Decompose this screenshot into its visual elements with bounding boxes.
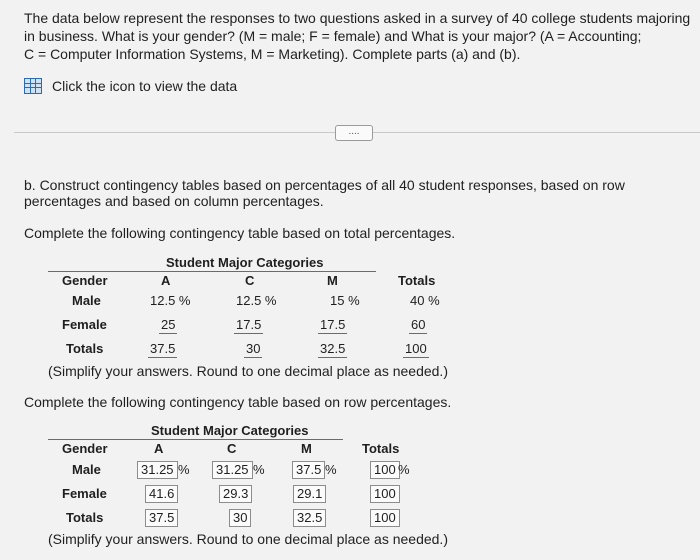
table1-note: (Simplify your answers. Round to one decimal place as needed.) — [48, 363, 448, 379]
table1-male-total: 40 % — [410, 293, 440, 308]
table2-gender-header: Gender — [62, 441, 108, 456]
part-b-line-1: b. Construct contingency tables based on percentages of all 40 student responses, based on row — [24, 177, 625, 193]
table2-row-male: Male — [72, 462, 101, 477]
intro-line-2: in business. What is your gender? (M = male; F = female) and What is your major? (A = Accounting; — [24, 28, 642, 44]
table1-totals-c[interactable]: 30 — [246, 341, 261, 356]
table2-male-total-pct: % — [398, 462, 410, 477]
table2-male-c-pct: % — [253, 462, 265, 477]
table1-col-c: C — [245, 273, 255, 288]
table2-male-total-input[interactable]: 100 — [370, 461, 400, 479]
table2-male-m-input[interactable]: 37.5 — [292, 461, 325, 479]
table1-male-a: 12.5 % — [150, 293, 191, 308]
table1-instruction: Complete the following contingency table based on total percentages. — [24, 225, 456, 241]
table1-row-female: Female — [62, 317, 107, 332]
table2-female-total-input[interactable]: 100 — [370, 485, 400, 503]
table2-title: Student Major Categories — [151, 423, 309, 438]
table2-totals-total-input[interactable]: 100 — [370, 509, 400, 527]
table1-female-m[interactable]: 17.5 — [320, 317, 346, 332]
table2-instruction: Complete the following contingency table based on row percentages. — [24, 394, 452, 410]
table2-female-m-input[interactable]: 29.1 — [293, 485, 326, 503]
view-data-link[interactable] — [24, 78, 237, 94]
table2-row-totals: Totals — [66, 510, 104, 525]
table2-col-m: M — [301, 441, 312, 456]
view-data-label[interactable]: Click the icon to view the data — [52, 78, 238, 94]
table2-totals-a-input[interactable]: 37.5 — [145, 509, 178, 527]
table1-female-total[interactable]: 60 — [411, 317, 426, 332]
table1-female-c[interactable]: 17.5 — [236, 317, 262, 332]
table2-female-c-input[interactable]: 29.3 — [219, 485, 252, 503]
table2-note: (Simplify your answers. Round to one decimal place as needed.) — [48, 531, 448, 547]
table1-col-m: M — [327, 273, 338, 288]
table1-totals-m[interactable]: 32.5 — [320, 341, 346, 356]
intro-line-3: C = Computer Information Systems, M = Marketing). Complete parts (a) and (b). — [24, 46, 521, 62]
table-grid-icon[interactable] — [24, 78, 42, 94]
table1-female-a[interactable]: 25 — [161, 317, 176, 332]
table1-row-male: Male — [72, 293, 101, 308]
table2-male-m-pct: % — [325, 462, 337, 477]
table2-col-a: A — [154, 441, 164, 456]
table2-col-c: C — [227, 441, 237, 456]
intro-line-1: The data below represent the responses to two questions asked in a survey of 40 college students majoring — [24, 10, 691, 26]
table1-male-m: 15 % — [330, 293, 360, 308]
table2-male-a-input[interactable]: 31.25 — [137, 461, 178, 479]
table2-female-a-input[interactable]: 41.6 — [145, 485, 178, 503]
table2-totals-m-input[interactable]: 32.5 — [293, 509, 326, 527]
table1-male-c: 12.5 % — [236, 293, 277, 308]
table2-header-rule — [48, 439, 343, 440]
table1-col-a: A — [161, 273, 171, 288]
table1-totals-total[interactable]: 100 — [405, 341, 427, 356]
table1-title: Student Major Categories — [166, 255, 324, 270]
table1-row-totals: Totals — [66, 341, 104, 356]
expand-more-button[interactable]: .... — [335, 125, 373, 141]
table1-gender-header: Gender — [62, 273, 108, 288]
table2-totals-c-input[interactable]: 30 — [229, 509, 251, 527]
table2-male-a-pct: % — [178, 462, 190, 477]
table2-male-c-input[interactable]: 31.25 — [212, 461, 253, 479]
part-b-line-2: percentages and based on column percentages. — [24, 193, 324, 209]
table2-col-totals: Totals — [362, 441, 400, 456]
table1-header-rule — [48, 271, 376, 272]
table1-col-totals: Totals — [398, 273, 436, 288]
table2-row-female: Female — [62, 486, 107, 501]
table1-totals-a[interactable]: 37.5 — [150, 341, 176, 356]
